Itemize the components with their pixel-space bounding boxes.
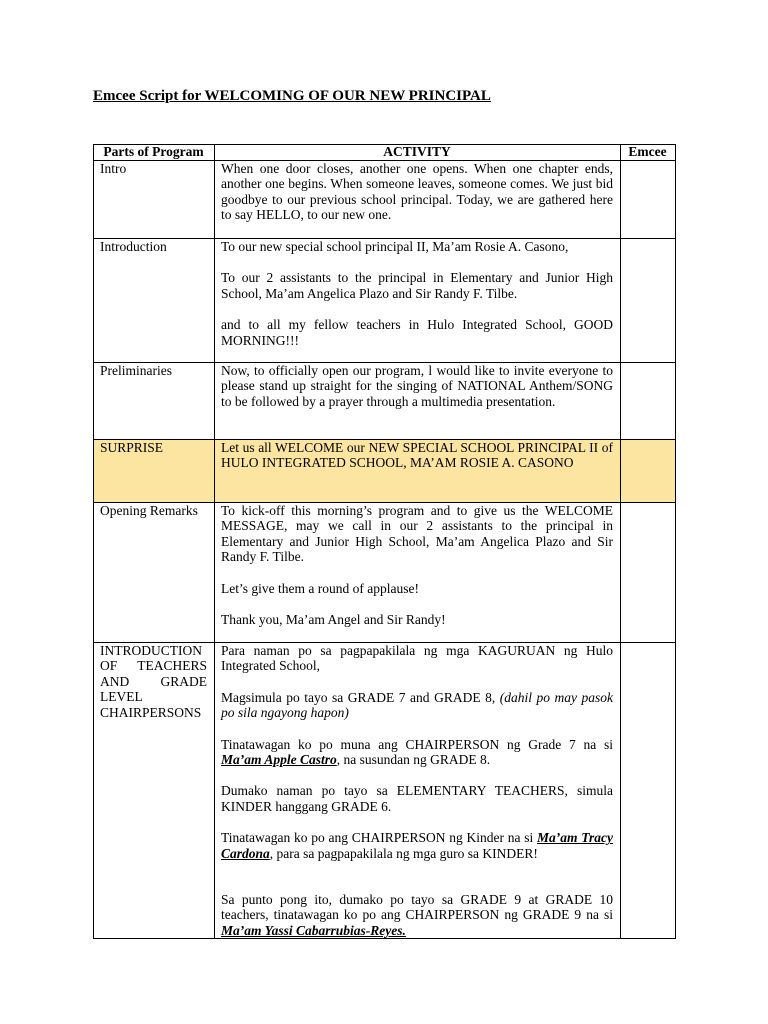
part-cell: Introduction bbox=[94, 239, 215, 363]
emcee-cell bbox=[621, 440, 676, 503]
activity-paragraph bbox=[221, 783, 613, 814]
text-run: Tinatawagan ko po muna ang CHAIRPERSON ng Grade 7 na si bbox=[221, 736, 613, 752]
part-cell: SURPRISE bbox=[94, 440, 215, 503]
text-run: , para sa pagpapakilala ng mga guro sa KINDER! bbox=[269, 845, 538, 861]
table-row bbox=[94, 239, 676, 363]
table-row bbox=[94, 363, 676, 440]
table-header-row bbox=[94, 145, 676, 161]
table-row bbox=[94, 161, 676, 239]
person-name: Ma’am Yassi Cabarrubias-Reyes. bbox=[221, 922, 406, 938]
activity-paragraph: To our 2 assistants to the principal in Elementary and Junior High School, Ma’am Angelica Plazo and Sir Randy F. Tilbe. bbox=[221, 270, 613, 301]
person-name: Ma’am Tracy Cardona bbox=[221, 830, 614, 861]
activity-paragraph bbox=[221, 892, 613, 938]
text-run: Dumako naman po tayo sa ELEMENTARY TEACHERS, simula KINDER hanggang GRADE 6. bbox=[221, 783, 613, 814]
activity-paragraph: Thank you, Ma’am Angel and Sir Randy! bbox=[221, 612, 446, 628]
part-cell: Opening Remarks bbox=[94, 503, 215, 643]
activity-cell bbox=[215, 239, 621, 363]
emcee-cell bbox=[621, 503, 676, 643]
emcee-cell bbox=[621, 363, 676, 440]
header-activity: ACTIVITY bbox=[215, 145, 621, 161]
activity-paragraph: and to all my fellow teachers in Hulo Integrated School, GOOD MORNING!!! bbox=[221, 317, 613, 348]
table-row bbox=[94, 503, 676, 643]
activity-paragraph bbox=[221, 643, 613, 674]
activity-paragraph: When one door closes, another one opens. When one chapter ends, another one begins. When someone leaves, someone comes. We just bid goodbye to our previous school principal. Today, we are gathered here to say HELLO, to our new one. bbox=[221, 161, 613, 223]
text-run: , na susundan ng GRADE 8. bbox=[336, 752, 491, 768]
text-run: Sa punto pong ito, dumako po tayo sa GRADE 9 at GRADE 10 teachers, tinatawagan ko po ang CHAIRPERSON ng GRADE 9 na si bbox=[221, 892, 613, 923]
activity-paragraph: To kick-off this morning’s program and to give us the WELCOME MESSAGE, may we call in our 2 assistants to the principal in Elementary and Junior High School, Ma’am Angelica Plazo and Sir Randy F. Tilbe. bbox=[221, 503, 613, 565]
activity-cell bbox=[215, 363, 621, 440]
part-cell: Intro bbox=[94, 161, 215, 239]
person-name: Ma’am Apple Castro bbox=[221, 752, 337, 768]
activity-cell bbox=[215, 161, 621, 239]
activity-paragraph: Let’s give them a round of applause! bbox=[221, 580, 419, 596]
text-run: Para naman po sa pagpapakilala ng mga KAGURUAN ng Hulo Integrated School, bbox=[221, 643, 613, 674]
activity-paragraph: Now, to officially open our program, l would like to invite everyone to please stand up straight for the singing of NATIONAL Anthem/SONG to be followed by a prayer through a multimedia presentation. bbox=[221, 363, 613, 409]
table-row-highlighted bbox=[94, 440, 676, 503]
program-table bbox=[93, 144, 676, 939]
emcee-cell bbox=[621, 239, 676, 363]
activity-cell bbox=[215, 503, 621, 643]
activity-paragraph bbox=[221, 830, 613, 861]
italic-note: (dahil po may pasok po sila ngayong hapon) bbox=[221, 689, 613, 721]
activity-paragraph bbox=[221, 737, 613, 768]
activity-cell bbox=[215, 643, 621, 939]
activity-paragraph: To our new special school principal II, Ma’am Rosie A. Casono, bbox=[221, 239, 569, 254]
part-cell: INTRODUCTION OF TEACHERS AND GRADE LEVEL CHAIRPERSONS bbox=[94, 643, 215, 939]
document-title: Emcee Script for WELCOMING OF OUR NEW PRINCIPAL bbox=[93, 88, 491, 104]
activity-paragraph: Let us all WELCOME our NEW SPECIAL SCHOOL PRINCIPAL II of HULO INTEGRATED SCHOOL, MA’AM ROSIE A. CASONO bbox=[221, 440, 613, 471]
part-cell: Preliminaries bbox=[94, 363, 215, 440]
emcee-cell bbox=[621, 161, 676, 239]
text-run: Tinatawagan ko po ang CHAIRPERSON ng Kinder na si bbox=[221, 830, 538, 846]
table-row bbox=[94, 643, 676, 939]
header-emcee: Emcee bbox=[621, 145, 676, 161]
header-parts-of-program: Parts of Program bbox=[94, 145, 215, 161]
activity-paragraph bbox=[221, 690, 613, 721]
activity-cell bbox=[215, 440, 621, 503]
text-run: Magsimula po tayo sa GRADE 7 and GRADE 8, bbox=[221, 689, 500, 705]
emcee-cell bbox=[621, 643, 676, 939]
